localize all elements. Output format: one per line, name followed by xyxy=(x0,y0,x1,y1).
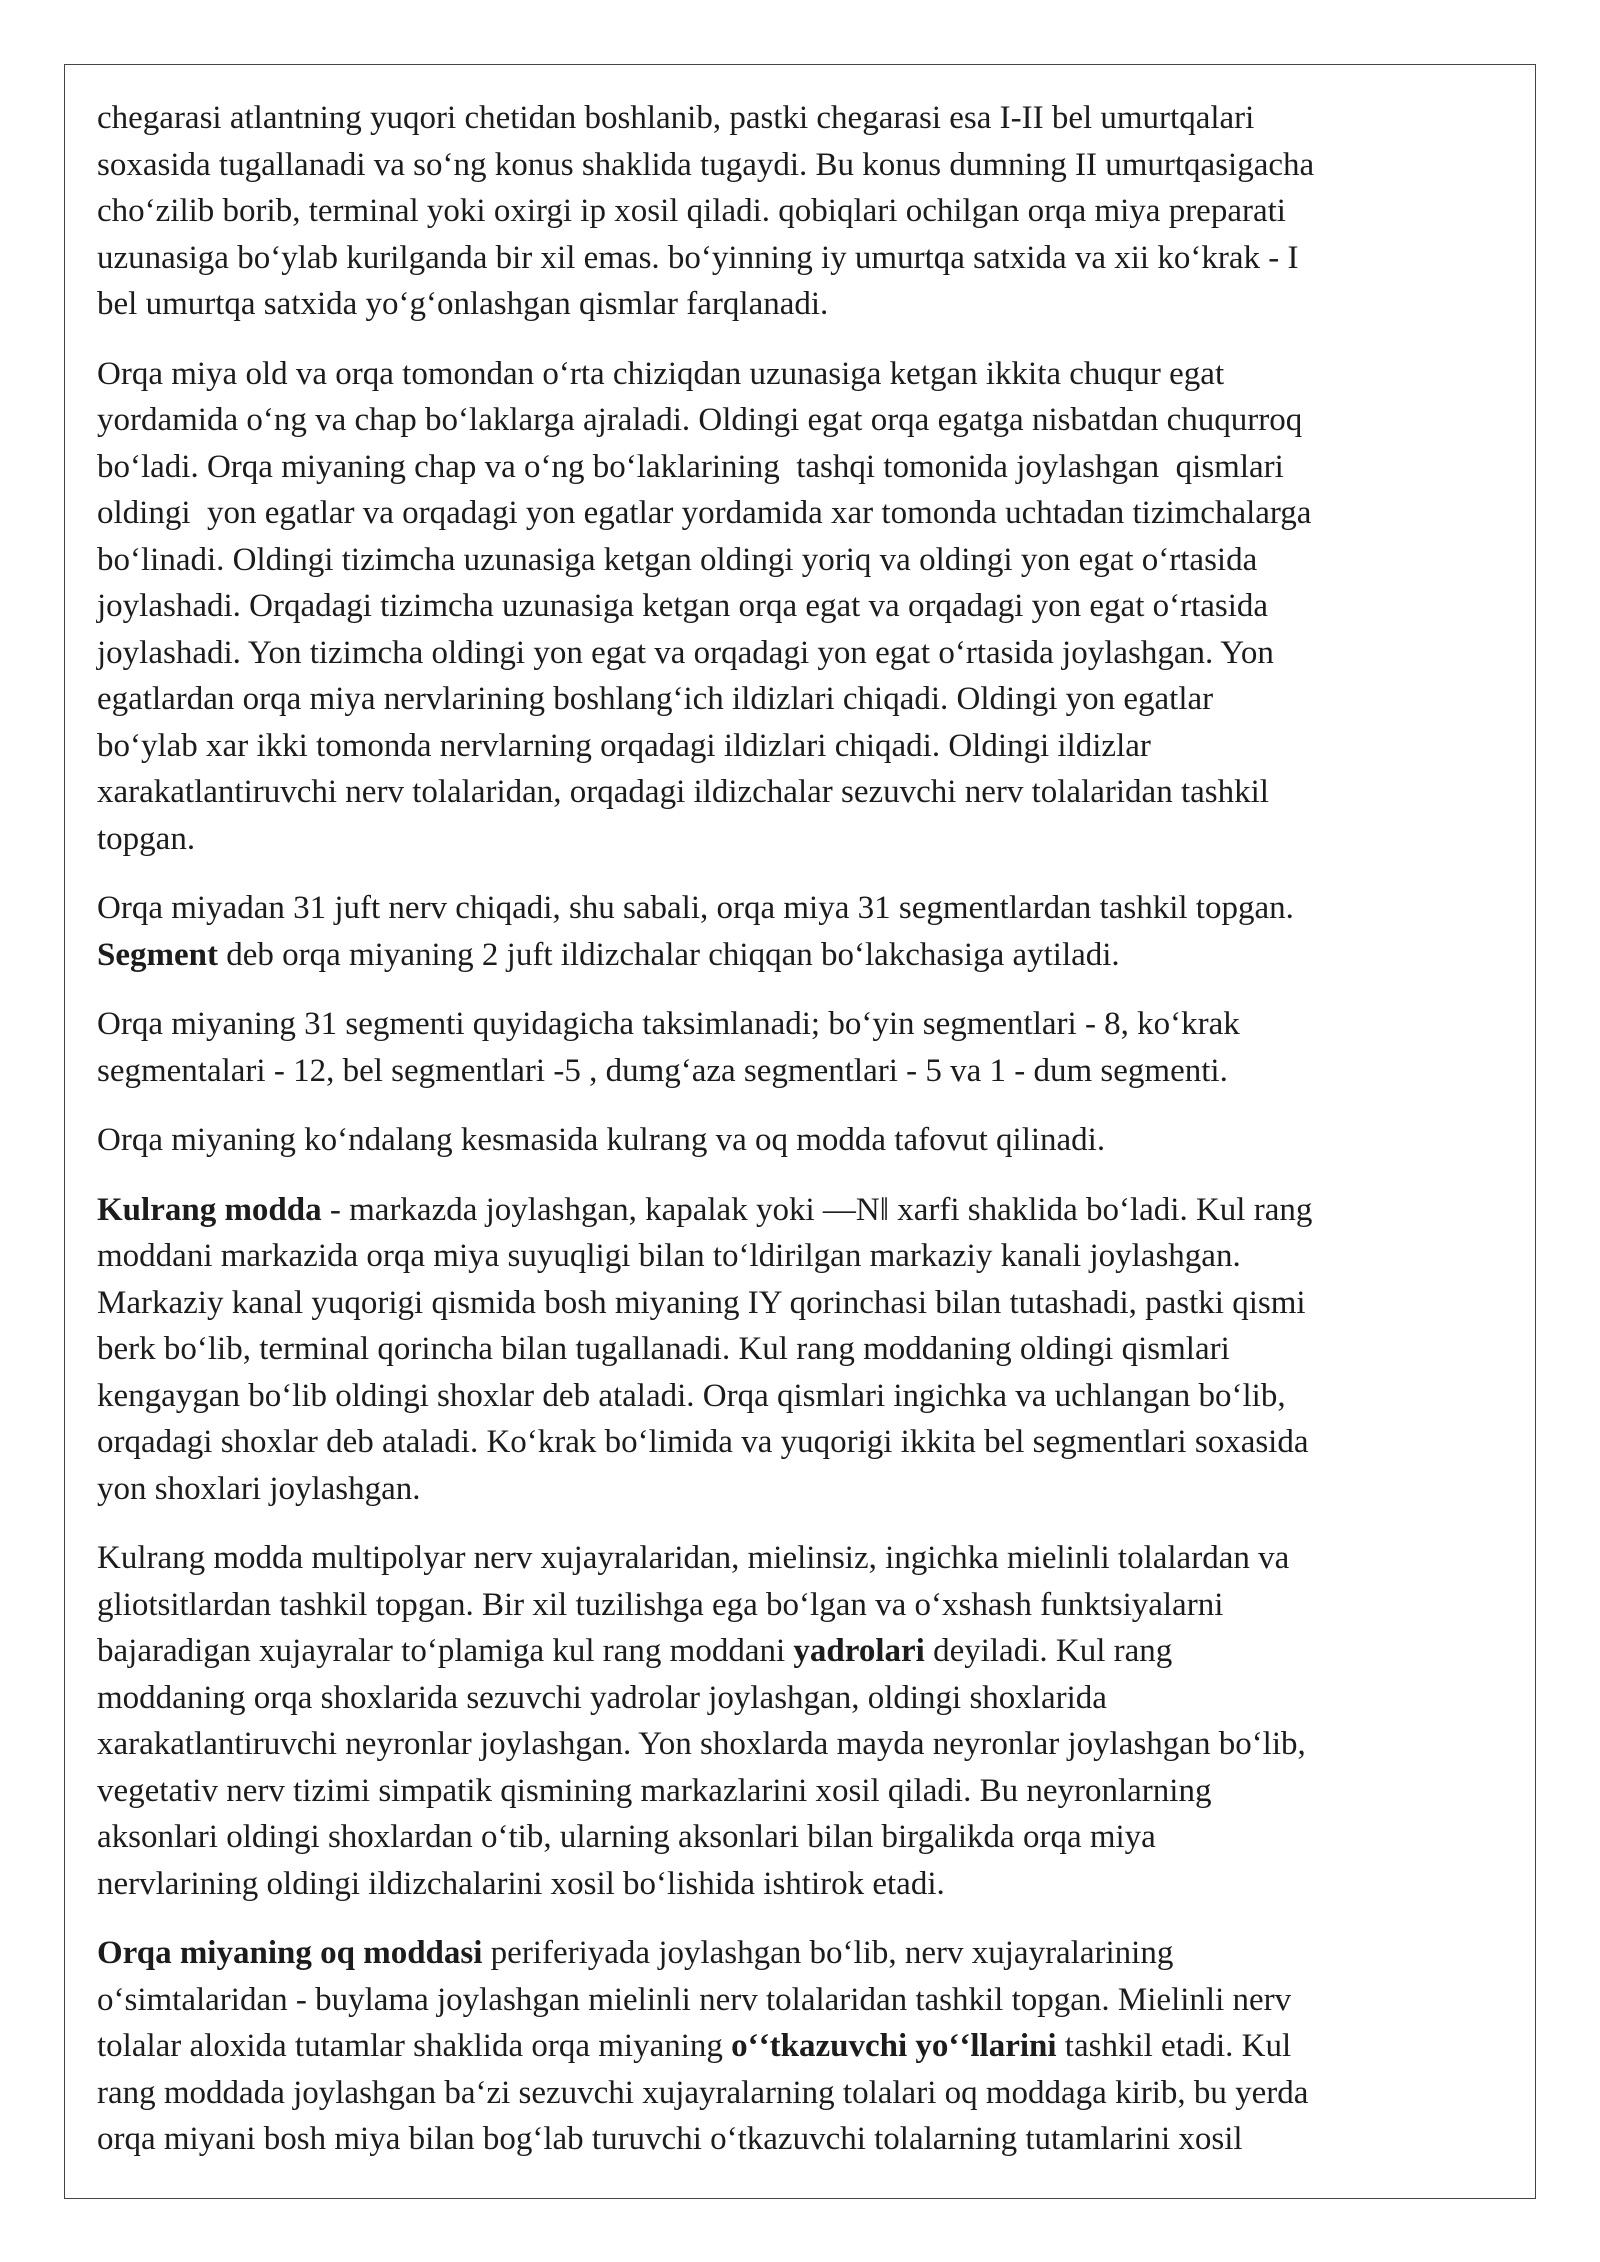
term-oq-moddasi: Orqa miyaning oq moddasi xyxy=(97,1935,483,1971)
term-yadrolari: yadrolari xyxy=(793,1633,925,1669)
paragraph-7: Kulrang modda multipolyar nerv xujayralaridan, mielinsiz, ingichka mielinli tolalardan va gliotsitlardan tashkil topgan. Bir xil tuzilishga ega boʻlgan va oʻxshash funktsiyalarni bajaradigan xujayralar toʻplamiga kul rang moddani yadrolari deyiladi. Kul rang moddaning orqa shoxlarida sezuvchi yadrolar joylashgan, oldingi shoxlarida xarakatlantiruvchi neyronlar joylashgan. Yon shoxlarda mayda neyronlar joylashgan boʻlib, vegetativ nerv tizimi simpatik qismining markazlarini xosil qiladi. Bu neyronlarning aksonlari oldingi shoxlardan oʻtib, ularning aksonlari bilan birgalikda orqa miya nervlarining oldingi ildizchalarini xosil boʻlishida ishtirok etadi. xyxy=(97,1540,1306,1902)
paragraph-4: Orqa miyaning 31 segmenti quyidagicha taksimlanadi; boʻyin segmentlari - 8, koʻkrak segmentalari - 12, bel segmentlari -5 , dumgʻaza segmentlari - 5 va 1 - dum segmenti. xyxy=(97,1006,1240,1089)
page-border xyxy=(64,64,1536,2199)
term-segment: Segment xyxy=(97,936,218,973)
term-kulrang-modda: Kulrang modda xyxy=(97,1191,322,1228)
paragraph-1: chegarasi atlantning yuqori chetidan boshlanib, pastki chegarasi esa I-II bel umurtqalari soxasida tugallanadi va soʻng konus shaklida tugaydi. Bu konus dumning II umurtqasigacha choʻzilib borib, terminal yoki oxirgi ip xosil qiladi. qobiqlari ochilgan orqa miya preparati uzunasiga boʻylab kurilganda bir xil emas. boʻyinning iy umurtqa satxida va xii koʻkrak - I bel umurtqa satxida yoʻgʻonlashgan qismlar farqlanadi. xyxy=(97,100,1315,322)
paragraph-2: Orqa miya old va orqa tomondan oʻrta chiziqdan uzunasiga ketgan ikkita chuqur egat yordamida oʻng va chap boʻlaklarga ajraladi. Oldingi egat orqa egatga nisbatdan chuqurroq boʻladi. Orqa miyaning chap va oʻng boʻlaklarining tashqi tomonida joylashgan qismlari oldingi yon egatlar va orqadagi yon egatlar yordamida xar tomonda uchtadan tizimchalarga boʻlinadi. Oldingi tizimcha uzunasiga ketgan oldingi yoriq va oldingi yon egat oʻrtasida joylashadi. Orqadagi tizimcha uzunasiga ketgan orqa egat va orqadagi yon egat oʻrtasida joylashadi. Yon tizimcha oldingi yon egat va orqadagi yon egat oʻrtasida joylashgan. Yon egatlardan orqa miya nervlarining boshlangʻich ildizlari chiqadi. Oldingi yon egatlar boʻylab xar ikki tomonda nervlarning orqadagi ildizlari chiqadi. Oldingi ildizlar xarakatlantiruvchi nerv tolalaridan, orqadagi ildizchalar sezuvchi nerv tolalaridan tashkil topgan. xyxy=(97,355,1312,857)
paragraph-3: Orqa miyadan 31 juft nerv chiqadi, shu sabali, orqa miya 31 segmentlardan tashkil topgan. Segment deb orqa miyaning 2 juft ildizchalar chiqqan boʻlakchasiga aytiladi. xyxy=(97,890,1294,973)
paragraph-8: Orqa miyaning oq moddasi periferiyada joylashgan boʻlib, nerv xujayralarining oʻsimtalaridan - buylama joylashgan mielinli nerv tolalaridan tashkil topgan. Mielinli nerv tolalar aloxida tutamlar shaklida orqa miyaning oʻʻtkazuvchi yoʻʻllarini tashkil etadi. Kul rang moddada joylashgan baʻzi sezuvchi xujayralarning tolalari oq moddaga kirib, bu yerda orqa miyani bosh miya bilan bogʻlab turuvchi oʻtkazuvchi tolalarning tutamlarini xosil xyxy=(97,1935,1309,2157)
paragraph-5: Orqa miyaning koʻndalang kesmasida kulrang va oq modda tafovut qilinadi. xyxy=(97,1122,1106,1158)
paragraph-6: Kulrang modda - markazda joylashgan, kapalak yoki ―N‖ xarfi shaklida boʻladi. Kul rang moddani markazida orqa miya suyuqligi bilan toʻldirilgan markaziy kanali joylashgan. Markaziy kanal yuqorigi qismida bosh miyaning IY qorinchasi bilan tutashadi, pastki qismi berk boʻlib, terminal qorincha bilan tugallanadi. Kul rang moddaning oldingi qismlari kengaygan boʻlib oldingi shoxlar deb ataladi. Orqa qismlari ingichka va uchlangan boʻlib, orqadagi shoxlar deb ataladi. Koʻkrak boʻlimida va yuqorigi ikkita bel segmentlari soxasida yon shoxlari joylashgan. xyxy=(97,1191,1313,1507)
term-otkazuvchi-yollar: oʻʻtkazuvchi yoʻʻllarini xyxy=(731,2028,1057,2064)
